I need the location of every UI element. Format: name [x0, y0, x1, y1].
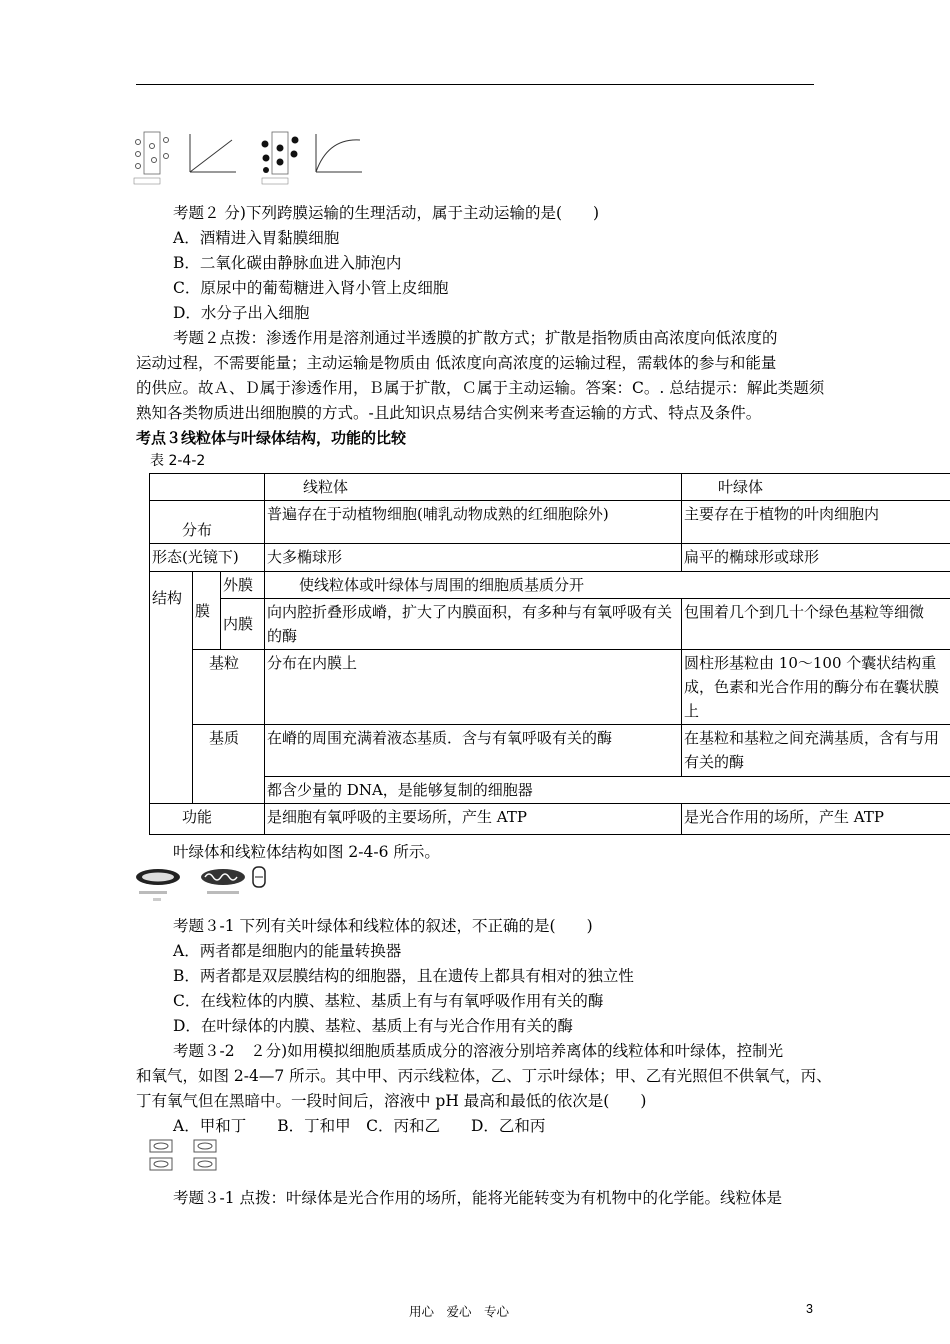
row-label-inner-membrane: 内膜: [221, 599, 265, 650]
row-label-function: 功能: [150, 804, 265, 835]
footer-motto: 用心 爱心 专心: [409, 1305, 510, 1319]
cell: 是光合作用的场所，产生 ATP: [682, 804, 950, 835]
row-label-structure: 结构: [150, 572, 193, 804]
row-label-membrane: 膜: [193, 572, 221, 650]
cell: 使线粒体或叶绿体与周围的细胞质基质分开: [265, 572, 950, 599]
question-3-2-line: 考题３-2 ２分)如用模拟细胞质基质成分的溶液分别培养离体的线粒体和叶绿体，控制光: [173, 1042, 784, 1060]
header-mitochondria: 线粒体: [265, 474, 682, 501]
figure-2-4-7: [146, 1138, 226, 1178]
header-chloroplast: 叶绿体: [682, 474, 950, 501]
table-caption: 表 2-4-2: [150, 453, 206, 469]
cell: 分布在内膜上: [265, 650, 682, 725]
hint-line: 熟知各类物质进出细胞膜的方式。-且此知识点易结合实例来考查运输的方式、特点及条件。: [136, 404, 762, 422]
option-b: B．二氧化碳由静脉血进入肺泡内: [173, 254, 402, 272]
option-d: D．水分子出入细胞: [173, 304, 310, 322]
comparison-table: [149, 473, 950, 835]
question-2-title: 考题２ 分)下列跨膜运输的生理活动，属于主动运输的是( ): [173, 204, 600, 222]
figure-2-4-4: [132, 128, 244, 186]
hint-line: 考题２点拨：渗透作用是溶剂通过半透膜的扩散方式；扩散是指物质由高浓度向低浓度的: [173, 329, 778, 347]
option-c: C．在线粒体的内膜、基粒、基质上有与有氧呼吸作用有关的酶: [173, 992, 604, 1010]
row-label-matrix: 基质: [193, 725, 265, 804]
cell: 向内腔折叠形成嵴，扩大了内膜面积，有多种与有氧呼吸有关的酶: [265, 599, 682, 650]
hint-line: 的供应。故Ａ、Ｄ属于渗透作用，Ｂ属于扩散，Ｃ属于主动运输。答案：C。. 总结提示：解此类题须: [136, 379, 825, 397]
cell: 大多椭球形: [265, 544, 682, 572]
option-b: B．两者都是双层膜结构的细胞器，且在遗传上都具有相对的独立性: [173, 967, 634, 985]
row-label-outer-membrane: 外膜: [221, 572, 265, 599]
table-corner: [150, 474, 265, 501]
figure-2-4-6: [133, 865, 269, 903]
row-label-shape: 形态(光镜下): [150, 544, 265, 572]
option-d: D．在叶绿体的内膜、基粒、基质上有与光合作用有关的酶: [173, 1017, 573, 1035]
figure-2-4-5: [258, 128, 370, 186]
question-3-2-options: A．甲和丁 B．丁和甲 C．丙和乙 D．乙和丙: [173, 1117, 546, 1135]
option-c: C．原尿中的葡萄糖进入肾小管上皮细胞: [173, 279, 449, 297]
header-rule: [136, 84, 814, 85]
row-label-distribution: 分布: [150, 501, 265, 544]
section-heading: 考点３线粒体与叶绿体结构，功能的比较: [136, 429, 407, 447]
cell: 包围着几个到几十个绿色基粒等细微: [682, 599, 950, 650]
option-a: A．酒精进入胃黏膜细胞: [173, 229, 340, 247]
question-3-1-hint: 考题３-1 点拨：叶绿体是光合作用的场所，能将光能转变为有机物中的化学能。线粒体是: [173, 1189, 783, 1207]
question-3-2-line: 丁有氧气但在黑暗中。一段时间后，溶液中 pH 最高和最低的依次是( ): [136, 1092, 647, 1110]
option-a: A．两者都是细胞内的能量转换器: [173, 942, 402, 960]
page-number: 3: [806, 1302, 813, 1316]
cell: 主要存在于植物的叶肉细胞内: [682, 501, 950, 544]
cell: 都含少量的 DNA，是能够复制的细胞器: [265, 777, 950, 804]
cell: 扁平的椭球形或球形: [682, 544, 950, 572]
cell: 是细胞有氧呼吸的主要场所，产生 ATP: [265, 804, 682, 835]
figure-caption: 叶绿体和线粒体结构如图 2-4-6 所示。: [173, 843, 440, 861]
row-label-granum: 基粒: [193, 650, 265, 725]
cell: 圆柱形基粒由 10～100 个囊状结构重成，色素和光合作用的酶分布在囊状膜上: [682, 650, 950, 725]
cell: 普遍存在于动植物细胞(哺乳动物成熟的红细胞除外): [265, 501, 682, 544]
cell: 在嵴的周围充满着液态基质．含与有氧呼吸有关的酶: [265, 725, 682, 777]
question-3-2-line: 和氧气，如图 2-4—7 所示。其中甲、丙示线粒体，乙、丁示叶绿体；甲、乙有光照但不供氧气，丙、: [136, 1067, 832, 1085]
cell: 在基粒和基粒之间充满基质，含有与用有关的酶: [682, 725, 950, 777]
hint-line: 运动过程，不需要能量；主动运输是物质由 低浓度向高浓度的运输过程，需载体的参与和能量: [136, 354, 777, 372]
question-3-1-title: 考题３-1 下列有关叶绿体和线粒体的叙述，不正确的是( ): [173, 917, 593, 935]
